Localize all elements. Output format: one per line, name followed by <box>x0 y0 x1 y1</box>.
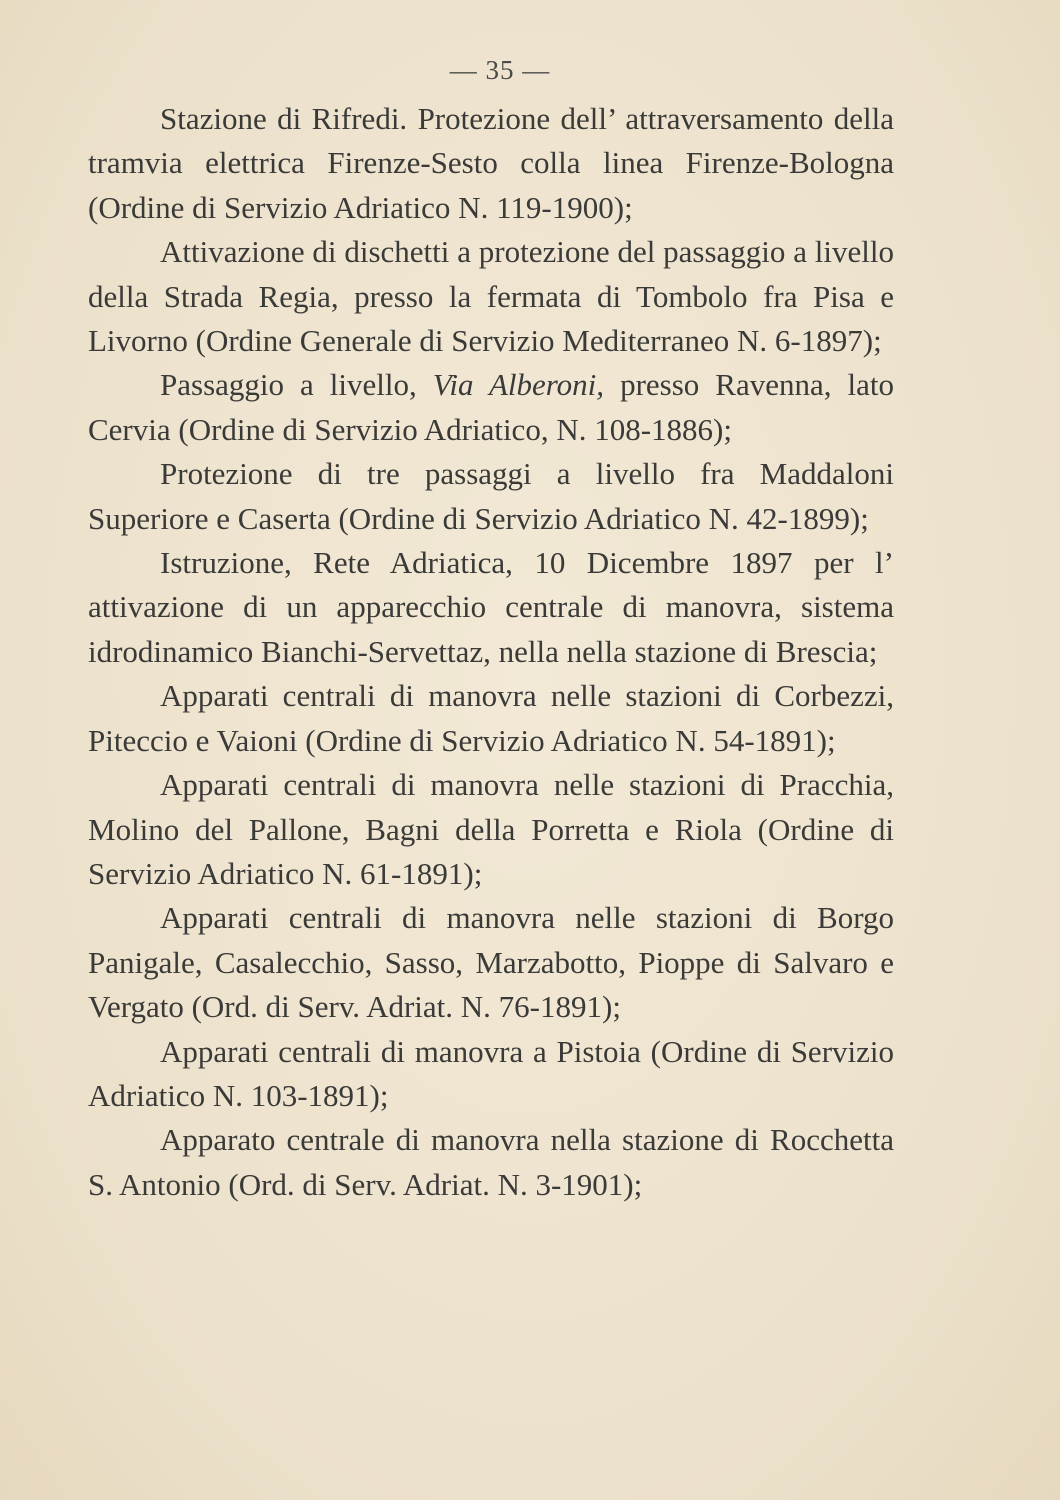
entry-text: Apparati centrali di manovra nelle stazioni di Pracchia, Molino del Pallone, Bagni della Porretta e Riola (Ordine di Servizio Adriatico N. 61-1891); <box>88 767 894 891</box>
entry-text-before: Passaggio a livello, <box>160 367 433 403</box>
entry-text: Apparato centrale di manovra nella stazione di Rocchetta S. Antonio (Ord. di Serv. Adriat. N. 3-1901); <box>88 1122 894 1202</box>
entry-maddaloni <box>88 452 894 541</box>
entry-tombolo <box>88 230 894 363</box>
entry-text: Attivazione di dischetti a protezione del passaggio a livello della Strada Regia, presso la fermata di Tombolo fra Pisa e Livorno (Ordine Generale di Servizio Mediterraneo N. 6-1897); <box>88 234 894 359</box>
entry-rifredi <box>88 97 894 230</box>
entry-text-after: presso Ravenna, lato Cervia (Ordine di Servizio Adriatico, N. 108-1886); <box>88 367 894 447</box>
entry-borgo-panigale <box>88 896 894 1029</box>
entry-text: Apparati centrali di manovra nelle stazioni di Borgo Panigale, Casalecchio, Sasso, Marzabotto, Pioppe di Salvaro e Vergato (Ord. di Serv. Adriat. N. 76-1891); <box>88 900 894 1025</box>
entry-text: Protezione di tre passaggi a livello fra Maddaloni Superiore e Caserta (Ordine di Servizio Adriatico N. 42-1899); <box>88 456 894 536</box>
entry-via-alberoni <box>88 363 894 452</box>
entry-rocchetta <box>88 1118 894 1207</box>
body-text <box>88 97 894 1207</box>
entry-text: Apparati centrali di manovra nelle stazioni di Corbezzi, Piteccio e Vaioni (Ordine di Servizio Adriatico N. 54-1891); <box>88 678 894 758</box>
entry-text: Stazione di Rifredi. Protezione dell’ attraversamento della tramvia elettrica Firenze-Sesto colla linea Firenze-Bologna (Ordine di Servizio Adriatico N. 119-1900); <box>88 101 894 225</box>
entry-brescia <box>88 541 894 674</box>
page-number: — 35 — <box>449 55 551 85</box>
entry-pracchia <box>88 763 894 896</box>
entry-text: Apparati centrali di manovra a Pistoia (Ordine di Servizio Adriatico N. 103-1891); <box>88 1033 894 1113</box>
entry-corbezzi <box>88 674 894 763</box>
entry-text-italic: Via Alberoni, <box>432 367 605 403</box>
entry-text: Istruzione, Rete Adriatica, 10 Dicembre 1897 per l’ attivazione di un apparecchio centrale di manovra, sistema idrodinamico Bianchi-Servettaz, nella nella stazione di Brescia; <box>88 545 894 669</box>
entry-pistoia <box>88 1030 894 1119</box>
